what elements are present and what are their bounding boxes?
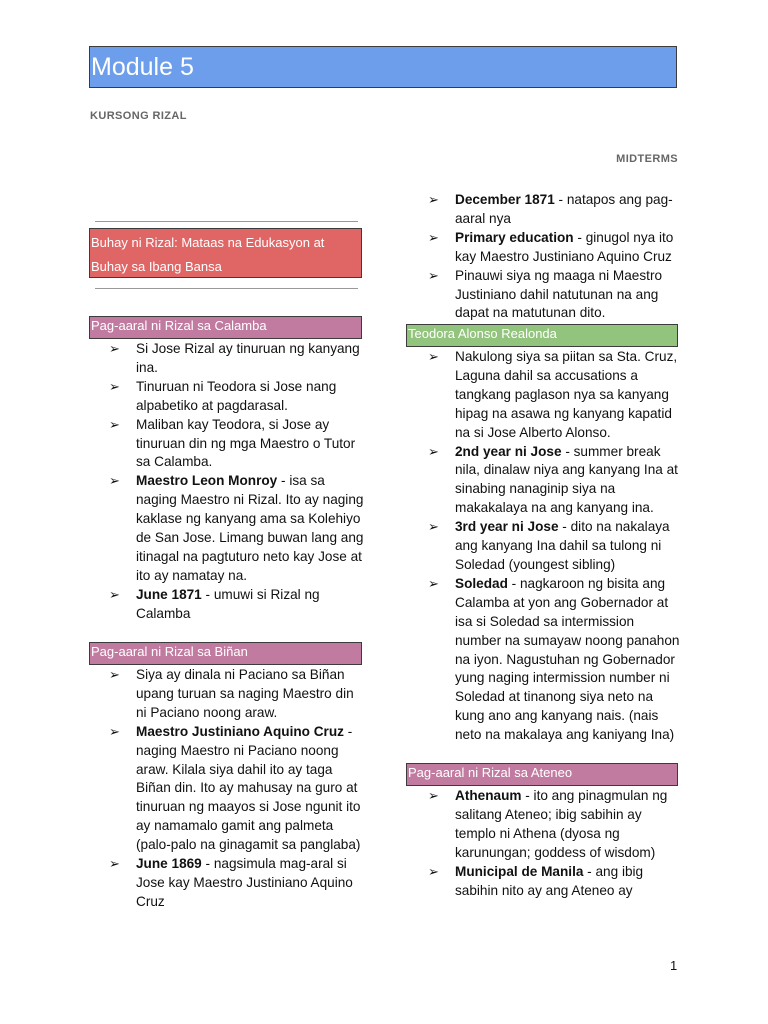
item-keyword: Maestro Leon Monroy	[136, 473, 278, 489]
course-subtitle: KURSONG RIZAL	[90, 110, 187, 122]
list-item	[109, 586, 364, 624]
list-item	[428, 787, 680, 863]
list-item	[109, 378, 364, 416]
list-item	[109, 340, 364, 378]
arrow-bullet-icon: ➢	[428, 229, 439, 245]
item-text: Pinauwi siya ng maaga ni Maestro Justiniano dahil natutunan na ang dapat na matutunan dito.	[455, 267, 663, 321]
item-keyword: 2nd year ni Jose	[455, 443, 562, 459]
arrow-bullet-icon: ➢	[109, 586, 120, 602]
section-heading-ateneo: Pag-aaral ni Rizal sa Ateneo	[406, 763, 678, 786]
section-heading-intro: Buhay ni Rizal: Mataas na Edukasyon at Buhay sa Ibang Bansa	[89, 228, 362, 278]
divider-top	[95, 221, 358, 222]
arrow-bullet-icon: ➢	[109, 856, 120, 872]
arrow-bullet-icon: ➢	[109, 667, 120, 682]
item-text: Si Jose Rizal ay tinuruan ng kanyang ina.	[136, 341, 360, 375]
list-item	[109, 723, 364, 855]
section-heading-teodora: Teodora Alonso Realonda	[406, 324, 678, 347]
list-item	[428, 443, 680, 519]
arrow-bullet-icon: ➢	[428, 863, 439, 879]
ateneo-list-container	[428, 787, 680, 900]
module-title: Module 5	[91, 53, 194, 81]
item-keyword: Primary education	[455, 229, 574, 245]
binan-list-container	[109, 666, 364, 912]
item-text: Nakulong siya sa piitan sa Sta. Cruz, Laguna dahil sa accusations a tangkang paglason nya sa kanyang hipag na asawa ng kanyang kapatid na si Jose Alberto Alonso.	[455, 349, 678, 440]
item-keyword: December 1871	[455, 192, 555, 207]
item-text: - ginugol nya ito kay Maestro Justiniano Aquino Cruz	[455, 229, 674, 264]
item-text: - dito na nakalaya ang kanyang Ina dahil sa tulong ni Soledad (youngest sibling)	[455, 519, 670, 572]
item-text: - natapos ang pag-aaral nya	[455, 192, 673, 226]
item-keyword: Athenaum	[455, 788, 522, 803]
teodora-list	[428, 348, 680, 745]
binan-cont-list	[428, 191, 680, 323]
arrow-bullet-icon: ➢	[109, 723, 120, 739]
divider-bottom	[95, 288, 358, 289]
item-keyword: Soledad	[455, 575, 508, 591]
calamba-list	[109, 340, 364, 624]
list-item	[428, 229, 680, 267]
arrow-bullet-icon: ➢	[109, 416, 120, 432]
arrow-bullet-icon: ➢	[428, 443, 439, 459]
calamba-list-container	[109, 340, 364, 624]
section-heading-binan: Pag-aaral ni Rizal sa Biñan	[89, 642, 362, 665]
item-keyword: June 1869	[136, 856, 202, 872]
item-text: - summer break nila, dinalaw niya ang kanyang Ina at sinabing nanaginip siya na makakalaya na ang kanyang ina.	[455, 443, 678, 516]
list-item	[428, 518, 680, 575]
binan-list	[109, 666, 364, 912]
item-text: - nagsimula mag-aral si Jose kay Maestro Justiniano Aquino Cruz	[136, 856, 353, 909]
list-item	[428, 575, 680, 745]
teodora-list-container	[428, 348, 680, 745]
arrow-bullet-icon: ➢	[109, 341, 120, 356]
item-keyword: June 1871	[136, 586, 202, 602]
term-label: MIDTERMS	[616, 153, 678, 165]
list-item	[428, 191, 680, 229]
ateneo-list	[428, 787, 680, 900]
list-item	[109, 666, 364, 723]
module-title-bar	[89, 46, 677, 88]
arrow-bullet-icon: ➢	[428, 267, 439, 283]
item-text: - ito ang pinagmulan ng salitang Ateneo; ibig sabihin ay templo ni Athena (dyosa ng karunungan; goddess of wisdom)	[455, 788, 668, 860]
list-item	[109, 472, 364, 585]
section-heading-calamba: Pag-aaral ni Rizal sa Calamba	[89, 316, 362, 339]
arrow-bullet-icon: ➢	[428, 349, 439, 364]
item-text: - ang ibig sabihin nito ay ang Ateneo ay	[455, 863, 644, 898]
item-text: Tinuruan ni Teodora si Jose nang alpabetiko at pagdarasal.	[136, 378, 337, 413]
item-keyword: 3rd year ni Jose	[455, 519, 559, 535]
arrow-bullet-icon: ➢	[428, 788, 439, 803]
item-text: - isa sa naging Maestro ni Rizal. Ito ay naging kaklase ng kanyang ama sa Kolehiyo de San Jose. Limang buwan lang ang itinagal na pagtuturo neto kay Jose at ito ay namatay na.	[136, 473, 364, 583]
arrow-bullet-icon: ➢	[428, 519, 439, 535]
list-item	[109, 416, 364, 473]
list-item	[428, 267, 680, 324]
list-item	[428, 348, 680, 443]
item-keyword: Maestro Justiniano Aquino Cruz	[136, 723, 344, 739]
item-text: - umuwi si Rizal ng Calamba	[136, 586, 320, 621]
item-text: Siya ay dinala ni Paciano sa Biñan upang turuan sa naging Maestro din ni Paciano noong araw.	[136, 667, 354, 720]
arrow-bullet-icon: ➢	[428, 192, 439, 207]
arrow-bullet-icon: ➢	[428, 575, 439, 591]
binan-cont-list-container	[428, 191, 680, 323]
list-item	[428, 863, 680, 901]
page-number: 1	[670, 958, 678, 973]
item-text: - naging Maestro ni Paciano noong araw. Kilala siya dahil ito ay taga Biñan din. Ito ay mahusay na guro at tinuruan ng maayos si Jose ngunit ito ay namamalo gamit ang palmeta (palo-palo na ginagamit sa panglaba)	[136, 723, 361, 853]
arrow-bullet-icon: ➢	[109, 378, 120, 394]
list-item	[109, 855, 364, 912]
item-text: Maliban kay Teodora, si Jose ay tinuruan din ng mga Maestro o Tutor sa Calamba.	[136, 416, 356, 470]
arrow-bullet-icon: ➢	[109, 473, 120, 489]
item-text: - nagkaroon ng bisita ang Calamba at yon ang Gobernador at isa si Soledad sa intermission number na sumayaw noong panahon na iyon. Nagustuhan ng Gobernador yung naging intermission number ni Soledad at tinanong siya neto na kung ano ang kanyang nais. (nais neto na makalaya ang kaniyang Ina)	[455, 575, 680, 743]
item-keyword: Municipal de Manila	[455, 863, 584, 879]
